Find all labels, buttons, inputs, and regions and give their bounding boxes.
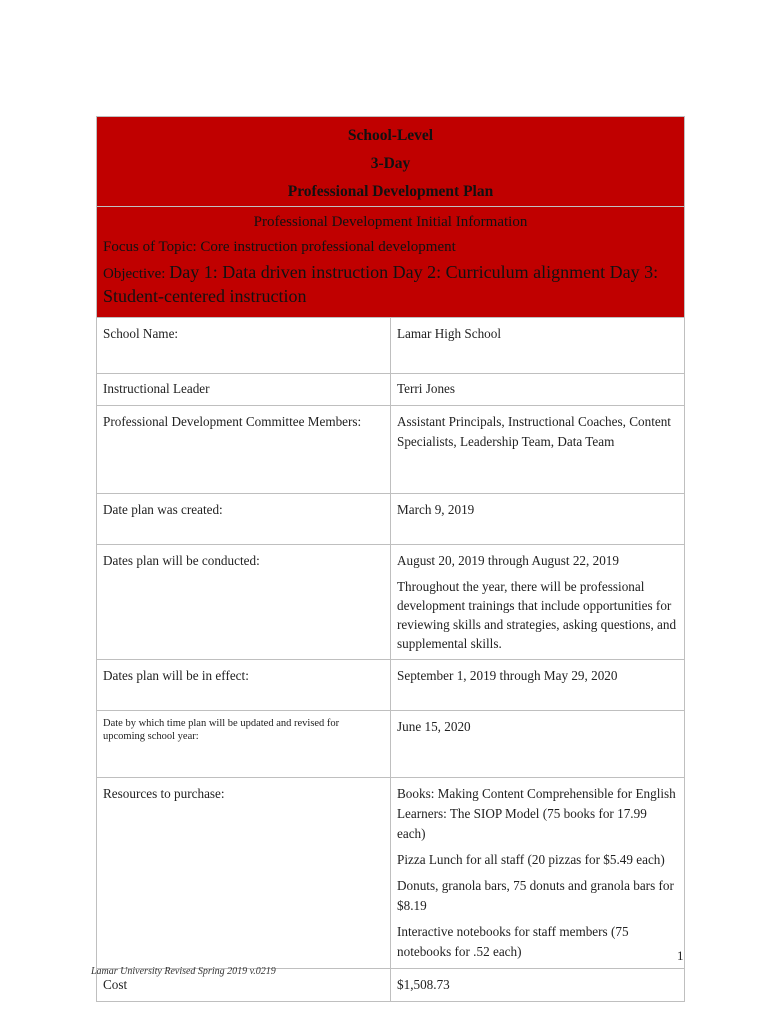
row-label: Professional Development Committee Members: (97, 406, 391, 494)
resource-item: Pizza Lunch for all staff (20 pizzas for $5.49 each) (397, 852, 665, 867)
row-label: Dates plan will be in effect: (97, 660, 391, 711)
row-label: Resources to purchase: (97, 778, 391, 969)
row-label: Dates plan will be conducted: (97, 545, 391, 660)
row-value: Lamar High School (391, 318, 685, 374)
info-row (97, 207, 685, 318)
row-value: Terri Jones (391, 374, 685, 406)
table-row (97, 374, 685, 406)
initial-information (97, 207, 685, 318)
header-line-3: Professional Development Plan (287, 183, 494, 200)
row-value (391, 778, 685, 969)
row-label: Cost (97, 969, 391, 1002)
row-label: School Name: (97, 318, 391, 374)
table-row (97, 660, 685, 711)
table-row (97, 711, 685, 778)
pd-plan-table (96, 116, 685, 1002)
resource-item: Interactive notebooks for staff members (75 notebooks for .52 each) (397, 924, 629, 959)
header-row (97, 117, 685, 207)
page-number: 1 (677, 948, 684, 963)
row-value: Assistant Principals, Instructional Coaches, Content Specialists, Leadership Team, Data Team (391, 406, 685, 494)
table-row (97, 318, 685, 374)
resource-item: Donuts, granola bars, 75 donuts and granola bars for $8.19 (397, 878, 674, 913)
table-row (97, 545, 685, 660)
row-label: Date by which time plan will be updated and revised for upcoming school year: (97, 711, 391, 778)
row-value: $1,508.73 (391, 969, 685, 1002)
objective-text: Day 1: Data driven instruction Day 2: Curriculum alignment Day 3: Student-centered instruction (103, 262, 659, 306)
plan-header (97, 117, 685, 207)
header-line-1: School-Level (347, 127, 434, 144)
table-row (97, 778, 685, 969)
row-value (391, 545, 685, 660)
objective-label: Objective: (103, 266, 170, 282)
objective (103, 261, 678, 309)
table-row (97, 406, 685, 494)
footer-text: Lamar University Revised Spring 2019 v.0219 (91, 966, 276, 977)
row-value: March 9, 2019 (391, 494, 685, 545)
table-row (97, 494, 685, 545)
row-label: Instructional Leader (97, 374, 391, 406)
conducted-note: Throughout the year, there will be professional development trainings that include opportunities for reviewing skills and strategies, asking questions, and supplemental skills. (397, 579, 677, 651)
row-label: Date plan was created: (97, 494, 391, 545)
focus-of-topic: Focus of Topic: Core instruction professional development (103, 239, 456, 255)
info-title: Professional Development Initial Information (253, 214, 528, 230)
header-line-2: 3-Day (370, 155, 411, 172)
row-value: September 1, 2019 through May 29, 2020 (391, 660, 685, 711)
resource-item: Books: Making Content Comprehensible for English Learners: The SIOP Model (75 books for 17.99 each) (397, 786, 676, 841)
row-value: June 15, 2020 (391, 711, 685, 778)
conducted-dates: August 20, 2019 through August 22, 2019 (397, 553, 619, 568)
